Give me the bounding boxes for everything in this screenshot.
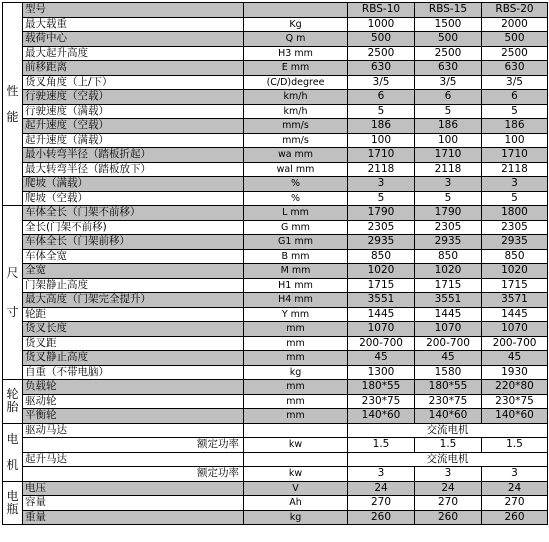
- row-value: 2118: [482, 162, 548, 177]
- section-category: 轮 胎: [3, 380, 23, 424]
- row-value: 100: [482, 133, 548, 148]
- row-value: 3: [482, 177, 548, 192]
- row-value: 3551: [415, 293, 482, 308]
- row-value: 3: [415, 177, 482, 192]
- row-value: 140*60: [415, 409, 482, 424]
- row-unit: mm: [244, 351, 348, 366]
- row-label: 起升马达: [23, 452, 244, 467]
- table-row: [3, 75, 548, 90]
- row-label: 最大高度（门架完全提升）: [23, 293, 244, 308]
- row-unit: kw: [244, 467, 348, 482]
- row-value: 1.5: [415, 438, 482, 453]
- row-unit: (C/D)degree: [244, 75, 348, 90]
- spec-table: [2, 2, 548, 525]
- row-unit: H4 mm: [244, 293, 348, 308]
- row-value: 850: [415, 249, 482, 264]
- row-label: 门架静止高度: [23, 278, 244, 293]
- row-value: 500: [482, 32, 548, 47]
- row-value: 6: [415, 90, 482, 105]
- row-value: 45: [415, 351, 482, 366]
- row-value: RBS-15: [415, 3, 482, 18]
- section-category: 性 能: [3, 3, 23, 206]
- table-row: [3, 46, 548, 61]
- row-value: 6: [348, 90, 415, 105]
- row-label: 货叉距: [23, 336, 244, 351]
- row-unit: [244, 3, 348, 18]
- row-label: 载荷中心: [23, 32, 244, 47]
- row-value: 1300: [348, 365, 415, 380]
- row-label: 爬坡（空载）: [23, 191, 244, 206]
- row-label: 起升速度（满载）: [23, 133, 244, 148]
- row-label: 最大起升高度: [23, 46, 244, 61]
- row-value: 270: [482, 496, 548, 511]
- table-row: [3, 452, 548, 467]
- row-value: 1715: [482, 278, 548, 293]
- row-value: 2000: [482, 17, 548, 32]
- row-value: 1790: [415, 206, 482, 221]
- row-value: 45: [348, 351, 415, 366]
- row-label: 自重（不带电脑）: [23, 365, 244, 380]
- table-row: [3, 365, 548, 380]
- row-label: 行驶速度（满载）: [23, 104, 244, 119]
- table-row: [3, 220, 548, 235]
- row-value: 850: [482, 249, 548, 264]
- row-unit: kg: [244, 365, 348, 380]
- row-label: 重量: [23, 510, 244, 525]
- row-unit: B mm: [244, 249, 348, 264]
- row-label: 爬坡（满载）: [23, 177, 244, 192]
- row-value: 1790: [348, 206, 415, 221]
- row-value: 850: [348, 249, 415, 264]
- row-unit: Q m: [244, 32, 348, 47]
- row-unit: L mm: [244, 206, 348, 221]
- row-unit: E mm: [244, 61, 348, 76]
- table-row: [3, 133, 548, 148]
- row-value: 500: [348, 32, 415, 47]
- row-label: 最大载重: [23, 17, 244, 32]
- row-value: 630: [415, 61, 482, 76]
- row-value: 630: [348, 61, 415, 76]
- row-value: 186: [348, 119, 415, 134]
- merged-value: 交流电机: [348, 452, 548, 467]
- row-unit: G1 mm: [244, 235, 348, 250]
- row-unit: mm/s: [244, 133, 348, 148]
- row-value: 2500: [415, 46, 482, 61]
- row-value: RBS-20: [482, 3, 548, 18]
- row-unit: mm: [244, 336, 348, 351]
- row-value: 1930: [482, 365, 548, 380]
- table-row: [3, 3, 548, 18]
- row-value: 5: [415, 191, 482, 206]
- row-value: 1445: [415, 307, 482, 322]
- row-value: 1445: [482, 307, 548, 322]
- row-label: 最大转弯半径（踏板放下）: [23, 162, 244, 177]
- table-row: [3, 423, 548, 438]
- table-row: [3, 467, 548, 482]
- row-value: 1070: [482, 322, 548, 337]
- row-value: 1020: [348, 264, 415, 279]
- row-label: 前移距离: [23, 61, 244, 76]
- row-label: 最小转弯半径（踏板折起）: [23, 148, 244, 163]
- row-value: 5: [482, 104, 548, 119]
- row-label: 货叉长度: [23, 322, 244, 337]
- row-value: 500: [415, 32, 482, 47]
- row-value: 3/5: [415, 75, 482, 90]
- row-value: 260: [482, 510, 548, 525]
- table-row: [3, 293, 548, 308]
- table-row: [3, 206, 548, 221]
- table-row: [3, 394, 548, 409]
- table-row: [3, 148, 548, 163]
- row-unit: km/h: [244, 104, 348, 119]
- row-unit: [244, 452, 348, 467]
- row-value: 260: [348, 510, 415, 525]
- section-category: 尺 寸: [3, 206, 23, 380]
- table-row: [3, 264, 548, 279]
- table-row: [3, 177, 548, 192]
- row-value: 2500: [348, 46, 415, 61]
- table-row: [3, 438, 548, 453]
- row-value: 2935: [348, 235, 415, 250]
- row-value: 1710: [415, 148, 482, 163]
- row-value: 230*75: [348, 394, 415, 409]
- section-category: 电 瓶: [3, 481, 23, 525]
- row-label: 额定功率: [23, 467, 244, 482]
- row-value: 186: [415, 119, 482, 134]
- row-unit: Y mm: [244, 307, 348, 322]
- table-row: [3, 104, 548, 119]
- table-row: [3, 90, 548, 105]
- row-value: 1715: [415, 278, 482, 293]
- row-value: 220*80: [482, 380, 548, 395]
- table-row: [3, 496, 548, 511]
- row-value: 1710: [348, 148, 415, 163]
- row-value: 1000: [348, 17, 415, 32]
- row-value: 200-700: [348, 336, 415, 351]
- row-label: 电压: [23, 481, 244, 496]
- row-value: 180*55: [415, 380, 482, 395]
- row-unit: mm: [244, 322, 348, 337]
- row-label: 平衡轮: [23, 409, 244, 424]
- row-value: 200-700: [415, 336, 482, 351]
- row-value: 3: [482, 467, 548, 482]
- row-label: 行驶速度（空载）: [23, 90, 244, 105]
- table-row: [3, 32, 548, 47]
- row-unit: mm/s: [244, 119, 348, 134]
- row-value: 3551: [348, 293, 415, 308]
- row-value: 1710: [482, 148, 548, 163]
- row-value: 5: [415, 104, 482, 119]
- row-value: 6: [482, 90, 548, 105]
- merged-value: 交流电机: [348, 423, 548, 438]
- row-label: 车体全宽: [23, 249, 244, 264]
- row-unit: M mm: [244, 264, 348, 279]
- row-value: 5: [348, 191, 415, 206]
- row-value: 1070: [348, 322, 415, 337]
- row-label: 负载轮: [23, 380, 244, 395]
- row-value: 3/5: [348, 75, 415, 90]
- row-value: 140*60: [348, 409, 415, 424]
- row-value: 260: [415, 510, 482, 525]
- row-value: 1020: [482, 264, 548, 279]
- table-row: [3, 278, 548, 293]
- row-value: 630: [482, 61, 548, 76]
- row-value: 2935: [482, 235, 548, 250]
- row-value: 200-700: [482, 336, 548, 351]
- row-value: 45: [482, 351, 548, 366]
- row-value: 230*75: [415, 394, 482, 409]
- row-value: 1.5: [482, 438, 548, 453]
- row-unit: V: [244, 481, 348, 496]
- row-label: 轮距: [23, 307, 244, 322]
- table-row: [3, 249, 548, 264]
- row-value: 3: [348, 177, 415, 192]
- row-value: 1580: [415, 365, 482, 380]
- row-label: 车体全长（门架不前移）: [23, 206, 244, 221]
- row-value: 180*55: [348, 380, 415, 395]
- row-value: 3: [415, 467, 482, 482]
- row-value: 100: [415, 133, 482, 148]
- row-label: 额定功率: [23, 438, 244, 453]
- row-unit: Ah: [244, 496, 348, 511]
- table-row: [3, 119, 548, 134]
- row-value: 1715: [348, 278, 415, 293]
- table-row: [3, 336, 548, 351]
- table-row: [3, 191, 548, 206]
- row-label: 型号: [23, 3, 244, 18]
- row-label: 车体全长（门架前移）: [23, 235, 244, 250]
- row-unit: H1 mm: [244, 278, 348, 293]
- row-unit: km/h: [244, 90, 348, 105]
- row-value: 2305: [482, 220, 548, 235]
- row-value: 2305: [415, 220, 482, 235]
- row-value: 100: [348, 133, 415, 148]
- row-value: 140*60: [482, 409, 548, 424]
- row-unit: kw: [244, 438, 348, 453]
- row-value: 1445: [348, 307, 415, 322]
- row-value: 3: [348, 467, 415, 482]
- row-unit: %: [244, 177, 348, 192]
- row-unit: wa mm: [244, 148, 348, 163]
- table-row: [3, 351, 548, 366]
- row-value: 270: [348, 496, 415, 511]
- row-value: 2118: [415, 162, 482, 177]
- row-label: 全宽: [23, 264, 244, 279]
- row-unit: H3 mm: [244, 46, 348, 61]
- row-value: 24: [415, 481, 482, 496]
- row-unit: wal mm: [244, 162, 348, 177]
- row-unit: mm: [244, 409, 348, 424]
- table-row: [3, 322, 548, 337]
- row-value: 3571: [482, 293, 548, 308]
- row-label: 起升速度（空载）: [23, 119, 244, 134]
- row-unit: %: [244, 191, 348, 206]
- row-value: 2118: [348, 162, 415, 177]
- table-row: [3, 235, 548, 250]
- row-unit: kg: [244, 510, 348, 525]
- row-value: 1500: [415, 17, 482, 32]
- row-label: 容量: [23, 496, 244, 511]
- row-unit: Kg: [244, 17, 348, 32]
- row-value: 24: [482, 481, 548, 496]
- row-value: 186: [482, 119, 548, 134]
- row-label: 驱动轮: [23, 394, 244, 409]
- table-row: [3, 162, 548, 177]
- row-value: 2305: [348, 220, 415, 235]
- row-value: 230*75: [482, 394, 548, 409]
- table-row: [3, 409, 548, 424]
- table-row: [3, 17, 548, 32]
- row-label: 货叉静止高度: [23, 351, 244, 366]
- row-value: 270: [415, 496, 482, 511]
- row-unit: mm: [244, 394, 348, 409]
- row-value: 24: [348, 481, 415, 496]
- row-label: 货叉角度（上/下）: [23, 75, 244, 90]
- table-row: [3, 307, 548, 322]
- row-unit: G mm: [244, 220, 348, 235]
- row-value: 5: [482, 191, 548, 206]
- table-row: [3, 510, 548, 525]
- table-row: [3, 481, 548, 496]
- row-label: 驱动马达: [23, 423, 244, 438]
- row-value: 2500: [482, 46, 548, 61]
- row-value: 1.5: [348, 438, 415, 453]
- row-value: 1070: [415, 322, 482, 337]
- row-value: 5: [348, 104, 415, 119]
- row-value: 2935: [415, 235, 482, 250]
- row-value: 3/5: [482, 75, 548, 90]
- row-value: 1020: [415, 264, 482, 279]
- table-row: [3, 61, 548, 76]
- row-value: 1800: [482, 206, 548, 221]
- row-unit: [244, 423, 348, 438]
- row-unit: mm: [244, 380, 348, 395]
- section-category: 电 机: [3, 423, 23, 481]
- table-row: [3, 380, 548, 395]
- row-value: RBS-10: [348, 3, 415, 18]
- row-label: 全长(门架不前移): [23, 220, 244, 235]
